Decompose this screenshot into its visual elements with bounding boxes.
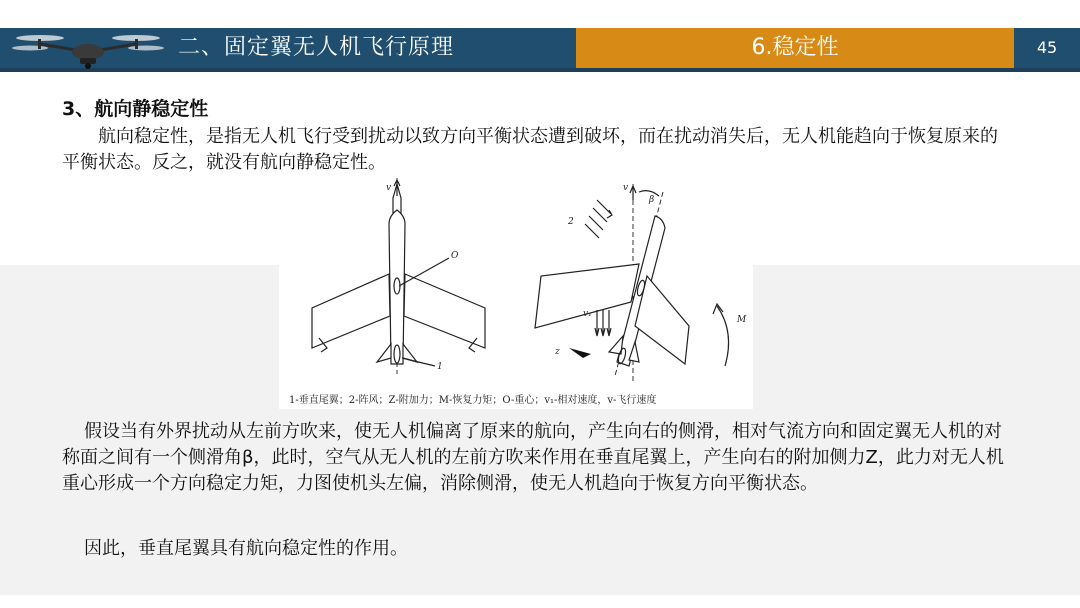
diagram-svg (279, 176, 753, 391)
label-beta: β (649, 195, 655, 205)
label-two: 2 (568, 217, 574, 227)
paragraph-explanation-text: 假设当有外界扰动从左前方吹来，使无人机偏离了原来的航向，产生向右的侧滑，相对气流方向和固定翼无人机的对称面之间有一个侧滑角β，此时，空气从无人机的左前方吹来作用在垂直尾翼上，产生向右的附加侧力Z，此力对无人机重心形成一个方向稳定力矩，力图使机头左偏，消除侧滑，使无人机趋向于恢复方向平衡状态。 (62, 421, 1004, 494)
paragraph-conclusion-text: 因此，垂直尾翼具有航向稳定性的作用。 (84, 538, 408, 559)
label-v-right: v (623, 183, 629, 193)
paragraph-definition (62, 124, 1012, 176)
label-one: 1 (437, 362, 443, 372)
paragraph-explanation (62, 419, 1012, 497)
label-v1: v₁ (583, 309, 592, 319)
figure-caption: 1-垂直尾翼；2-阵风；Z-附加力；M-恢复力矩；O-重心；v₁-相对速度，v-飞行速度 (289, 395, 657, 406)
subsection-heading: 3、航向静稳定性 (62, 98, 209, 120)
paragraph-definition-text: 航向稳定性，是指无人机飞行受到扰动以致方向平衡状态遭到破坏，而在扰动消失后，无人机能趋向于恢复原来的平衡状态。反之，就没有航向静稳定性。 (62, 126, 998, 173)
label-z: z (555, 347, 560, 357)
stability-diagram (279, 176, 753, 409)
label-o: O (451, 251, 459, 261)
drone-icon (8, 30, 168, 70)
slide-title: 二、固定翼无人机飞行原理 (178, 35, 455, 60)
header-section-bar (576, 28, 1014, 68)
header-page-bar (1014, 28, 1080, 68)
paragraph-conclusion (62, 536, 1012, 562)
label-v-left: v (386, 183, 392, 193)
page-number: 45 (1036, 38, 1058, 57)
label-m: M (737, 315, 747, 325)
section-title: 6.稳定性 (751, 35, 839, 60)
